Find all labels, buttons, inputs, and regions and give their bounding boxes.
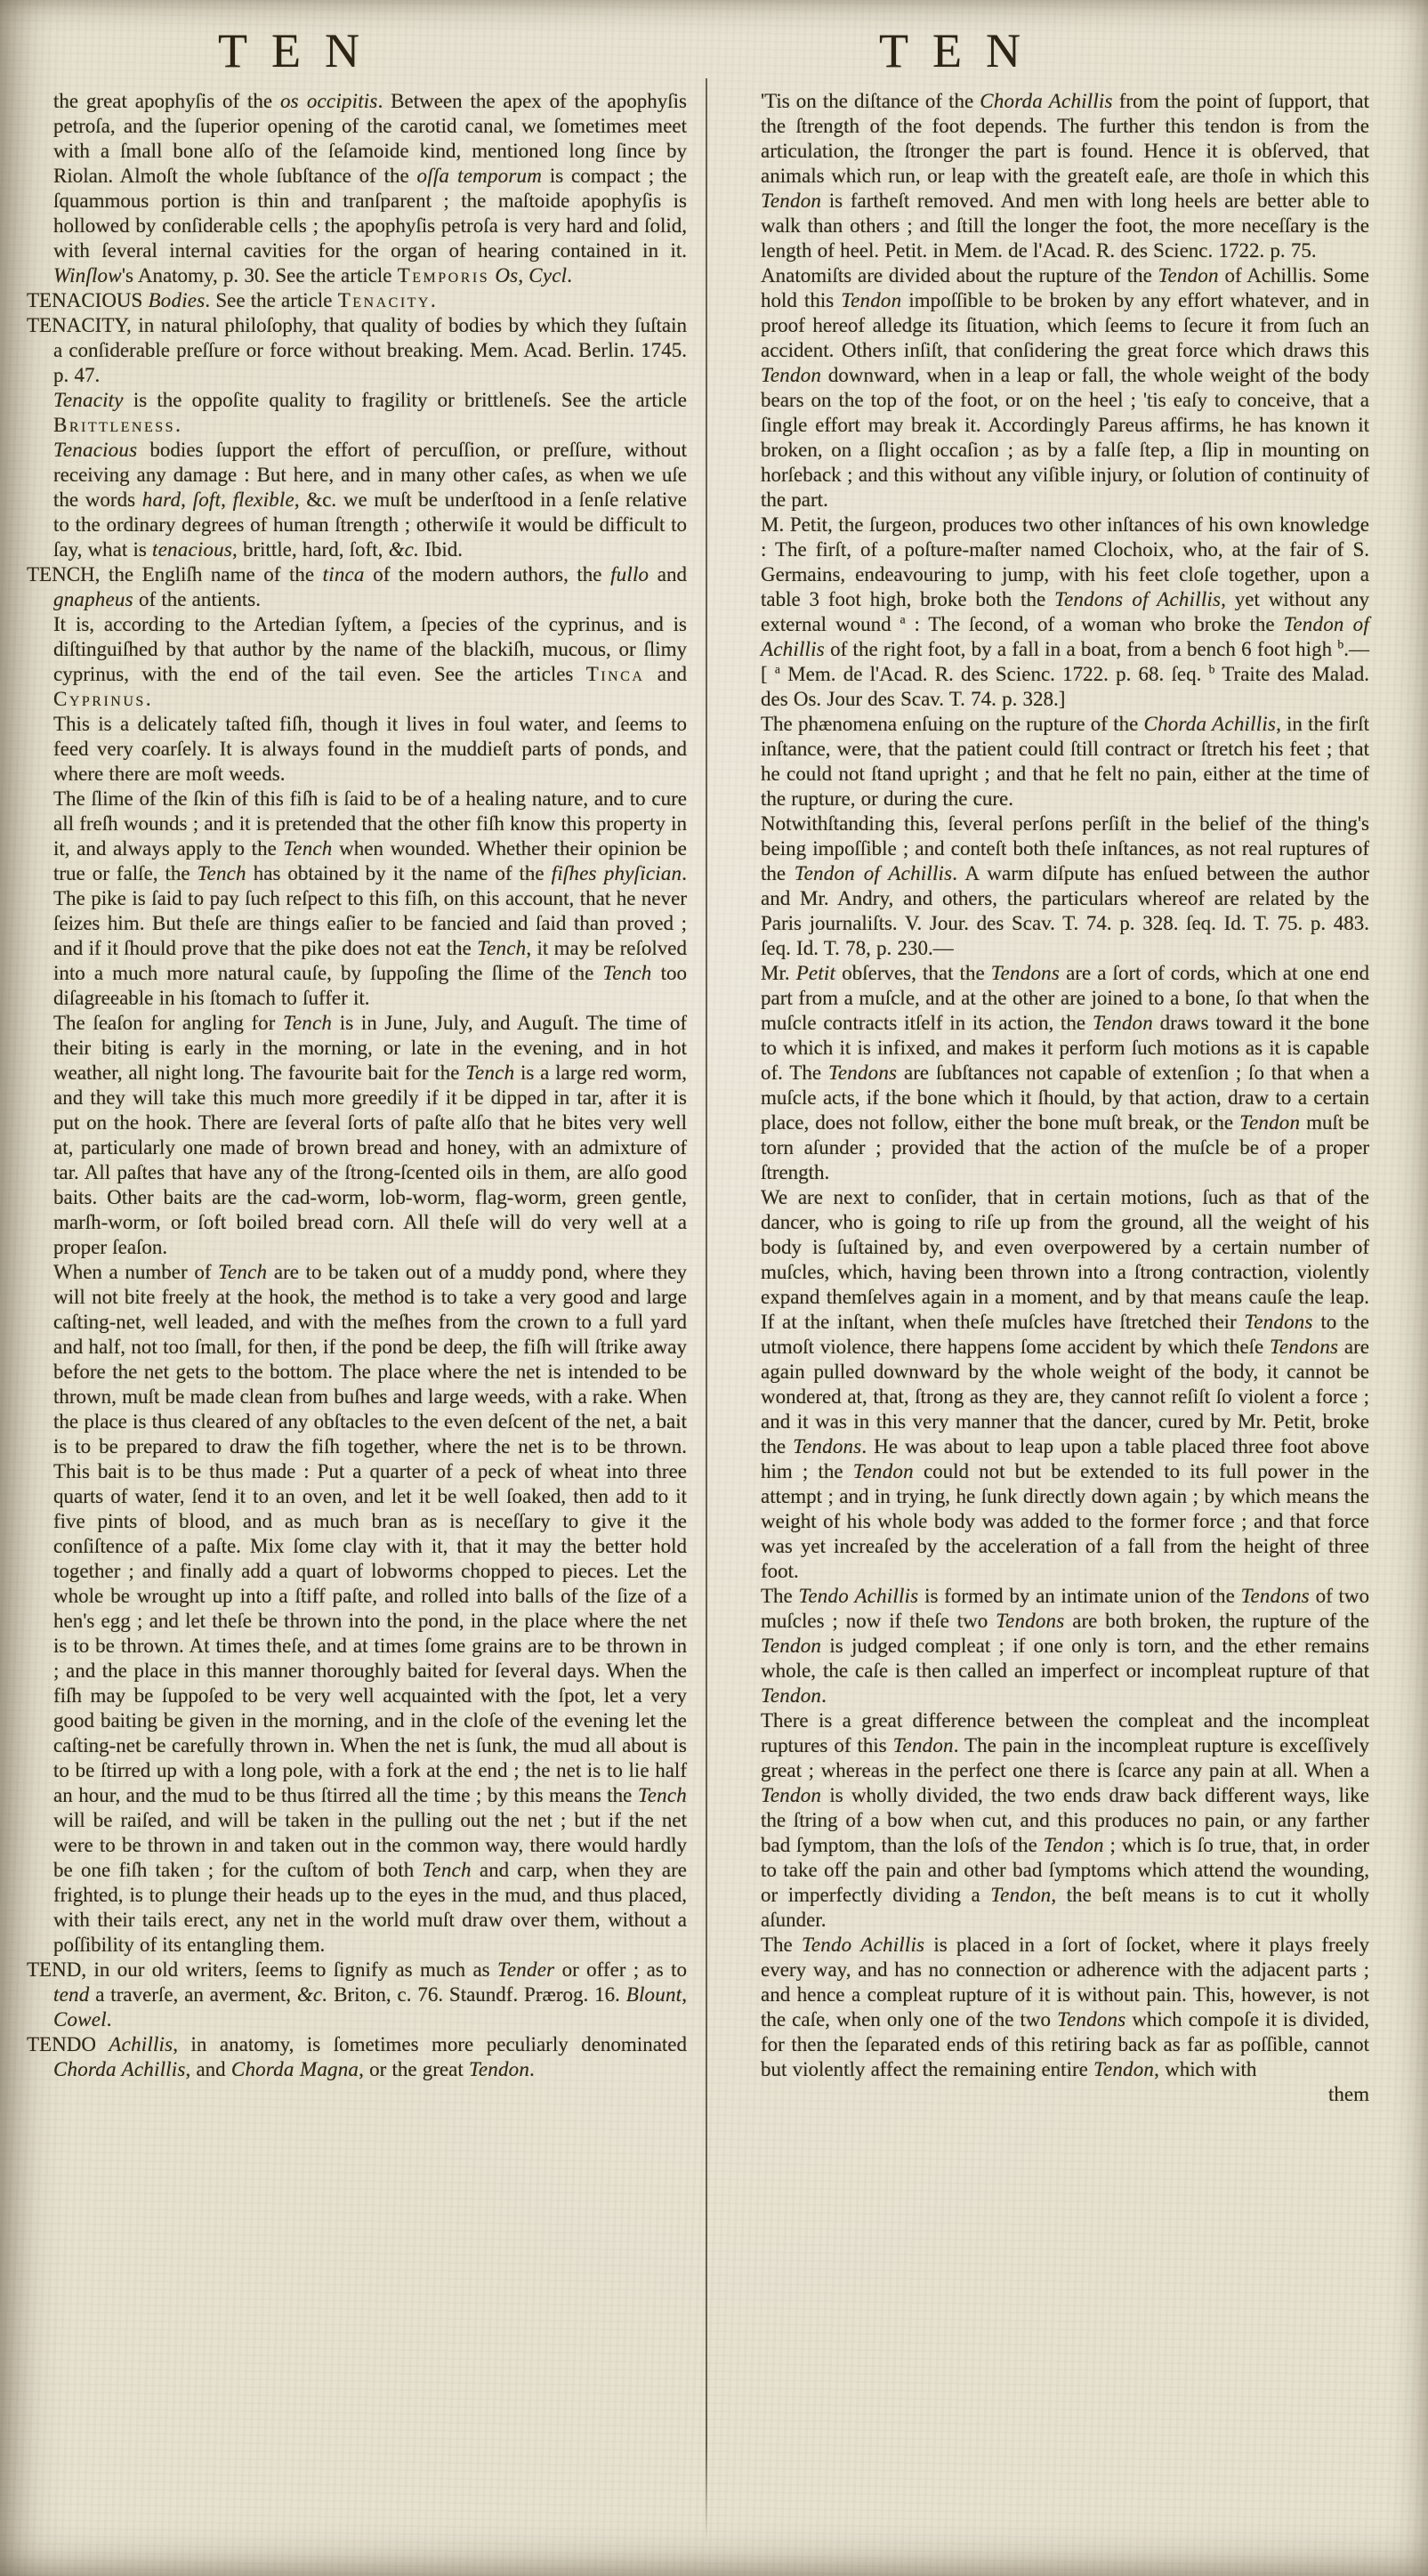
- running-head-left: TEN: [218, 24, 383, 77]
- paragraph: There is a great difference between the compleat and the incompleat ruptures of this Tendon. The pain in the incompleat rupture is exceſſively great ; whereas in the perfect one there is ſcarce any pain at all. When a Tendon is wholly divided, the two ends draw back different ways, like the ſtring of a bow when cut, and this produces no pain, or any farther bad ſymptom, than the loſs of the Tendon ; which is ſo true, that, in order to take off the pain and other bad ſymptoms which attend the wounding, or imperfectly dividing a Tendon, the beſt means is to cut it wholly aſunder.: [761, 1709, 1369, 1931]
- paragraph: Mr. Petit obſerves, that the Tendons are a ſort of cords, which at one end part from a muſcle, and at the other are joined to a bone, ſo that when the muſcle contracts itſelf in its action, the Tendon draws toward it the bone to which it is infixed, and makes it perform ſuch motions as it is capable of. The Tendons are ſubſtances not capable of extenſion ; ſo that when a muſcle acts, if the bone which it ſhould, by that action, draw to a certain place, does not follow, either the bone muſt break, or the Tendon muſt be torn aſunder ; provided that the action of the muſcle be of a proper ſtrength.: [761, 962, 1369, 1183]
- entry-paragraph: TENCH, the Engliſh name of the tinca of the modern authors, the fullo and gnapheus of the antients.: [27, 563, 687, 610]
- paragraph: The ſeaſon for angling for Tench is in June, July, and Auguſt. The time of their biting is early in the morning, or late in the evening, and in hot weather, all night long. The favourite bait for the Tench is a large red worm, and they will take this much more greedily if it be dipped in tar, after it is put on the hook. There are ſeveral ſorts of paſte alſo that he bites very well at, particularly one made of brown bread and honey, with an admixture of tar. All paſtes that have any of the ſtrong-ſcented oils in them, are alſo good baits. Other baits are the cad-worm, lob-worm, flag-worm, green gentle, marſh-worm, or ſoft boiled bread corn. All theſe will do very well at a proper ſeaſon.: [53, 1012, 687, 1258]
- paragraph: This is a delicately taſted fiſh, though it lives in foul water, and ſeems to feed very coarſely. It is always found in the muddieſt parts of ponds, and where there are moſt weeds.: [53, 713, 687, 785]
- left-column: [27, 23, 688, 2082]
- paragraph: The phænomena enſuing on the rupture of the Chorda Achillis, in the firſt inſtance, were, that the patient could ſtill contract or ſtretch his feet ; that he could not ſtand upright ; and that he felt no pain, either at the time of the rupture, or during the cure.: [761, 713, 1369, 810]
- left-column-text: [27, 89, 688, 2082]
- paragraph: 'Tis on the diſtance of the Chorda Achillis from the point of ſupport, that the ſtrength of the foot depends. The further this tendon is from the articulation, the ſtronger the part is found. Hence it is obſerved, that animals which run, or leap with the greateſt eaſe, are thoſe in which this Tendon is fartheſt removed. And men with long heels are better able to walk than others ; and ſtill the longer the foot, the more neceſſary is the length of heel. Petit. in Mem. de l'Acad. R. des Scienc. 1722. p. 75.: [761, 90, 1370, 262]
- paragraph: the great apophyſis of the os occipitis. Between the apex of the apophyſis petroſa, and the ſuperior opening of the carotid canal, we ſometimes meet with a ſmall bone alſo of the ſeſamoide kind, mentioned long ſince by Riolan. Almoſt the whole ſubſtance of the oſſa temporum is compact ; the ſquammous portion is thin and tranſparent ; the maſtoide apophyſis is hollowed by conſiderable cells ; the apophyſis petroſa is very hard and ſolid, with ſeveral internal cavities for the organ of hearing contained in it. Winſlow's Anatomy, p. 30. See the article Temporis Os, Cycl.: [53, 90, 688, 287]
- right-column-text: [761, 89, 1369, 2107]
- right-column: [761, 23, 1369, 2107]
- entry-paragraph: TEND, in our old writers, ſeems to ſignify as much as Tender or offer ; as to tend a traverſe, an averment, &c. Briton, c. 76. Staundf. Prærog. 16. Blount, Cowel.: [27, 1958, 687, 2031]
- paragraph: We are next to conſider, that in certain motions, ſuch as that of the dancer, who is going to riſe up from the ground, all the weight of his body is ſuſtained by, and even overpowered by a certain number of muſcles, which, having been thrown into a ſtrong contraction, violently expand themſelves again in a moment, and by that means cauſe the leap. If at the inſtant, when theſe muſcles have ſtretched their Tendons to the utmoſt violence, there happens ſome accident by which theſe Tendons are again pulled downward by the whole weight of the body, it cannot be wondered at, that, ſtrong as they are, they cannot reſiſt ſo violent a force ; and it was in this very manner that the dancer, cured by Mr. Petit, broke the Tendons. He was about to leap upon a table placed three foot above him ; the Tendon could not but be extended to its full power in the attempt ; and in trying, he ſunk directly down again ; by which means the weight of his whole body was added to the former force ; and that force was yet increaſed by the acceleration of a fall from the height of three foot.: [761, 1186, 1370, 1582]
- paragraph: Tenacious bodies ſupport the effort of percuſſion, or preſſure, without receiving any damage : But here, and in many other caſes, as when we uſe the words hard, ſoft, flexible, &c. we muſt be underſtood in a ſenſe relative to the ordinary degrees of human ſtrength ; otherwiſe it would be difficult to ſay, what is tenacious, brittle, hard, ſoft, &c. Ibid.: [53, 439, 687, 561]
- paragraph: Anatomiſts are divided about the rupture of the Tendon of Achillis. Some hold this Tendon impoſſible to be broken by any effort whatever, and in proof hereof alledge its ſituation, which ſeems to ſecure it from ſuch an accident. Others inſiſt, that conſidering the great force which draws this Tendon downward, when in a leap or fall, the whole weight of the body bears on the top of the foot, or on the heel ; 'tis eaſy to conceive, that a ſingle effort may break it. Accordingly Pareus affirms, he has known it broken, on a ſlight occaſion ; as by a falſe ſtep, a ſlip in mounting on horſeback ; and this without any viſible injury, or ſolution of continuity of the part.: [761, 264, 1369, 511]
- paragraph: Notwithſtanding this, ſeveral perſons perſiſt in the belief of the thing's being impoſſible ; and conteſt both theſe inſtances, as not real ruptures of the Tendon of Achillis. A warm diſpute has enſued between the author and Mr. Andry, and others, the particulars whereof are related by the Paris journaliſts. V. Jour. des Scav. T. 74. p. 328. ſeq. Id. T. 75. p. 483. ſeq. Id. T. 78, p. 230.—: [761, 812, 1369, 959]
- paragraph: The Tendo Achillis is formed by an intimate union of the Tendons of two muſcles ; now if theſe two Tendons are both broken, the rupture of the Tendon is judged compleat ; if one only is torn, and the ether remains whole, the caſe is then called an imperfect or incompleat rupture of that Tendon.: [761, 1585, 1370, 1707]
- paragraph: When a number of Tench are to be taken out of a muddy pond, where they will not bite freely at the hook, the method is to take a very good and large caſting-net, well leaded, and with the meſhes from the crown to a full yard and half, not too ſmall, for then, if the pond be deep, the fiſh will ſtrike away before the net gets to the bottom. The place where the net is intended to be thrown, muſt be made clean from buſhes and large weeds, with a rake. When the place is thus cleared of any obſtacles to the even deſcent of the net, a bait is to be prepared to draw the fiſh together, where the net is to be thrown. This bait is to be thus made : Put a quarter of a peck of wheat into three quarts of water, ſend it to an oven, and let it be well ſoaked, then add to it five pints of blood, and as much bran as is neceſſary to give it the conſiſtence of a paſte. Mix ſome clay with it, that it may the better hold together ; and finally add a quart of lobworms chopped to pieces. Let the whole be wrought up into a ſtiff paſte, and rolled into balls of the ſize of a hen's egg ; and let theſe be thrown into the pond, in the place where the net is to be thrown. At times theſe, and at times ſome grains are to be thrown in ; and the place in this manner thoroughly baited for ſeveral days. When the fiſh may be ſuppoſed to be very well acquainted with the ſpot, let a very good baiting be given in the morning, and in the cloſe of the evening let the caſting-net be carefully thrown in. When the net is ſunk, the mud all about is to be ſtirred up with a long pole, with a fork at the end ; the net is to lie half an hour, and the mud to be thus ſtirred all the time ; by this means the Tench will be raiſed, and will be taken in the pulling out the net ; but if the net were to be thrown in and taken out in the common way, there would hardly be one fiſh taken ; for the cuſtom of both Tench and carp, when they are frighted, is to plunge their heads up to the eyes in the mud, and thus placed, with their tails erect, any net in the world muſt draw over them, without a poſſibility of its entangling them.: [53, 1261, 688, 1956]
- paragraph: Tenacity is the oppoſite quality to fragility or brittleneſs. See the article Brittleness.: [53, 389, 687, 436]
- paragraph: It is, according to the Artedian ſyſtem, a ſpecies of the cyprinus, and is diſtinguiſhed by that author by the name of the blackiſh, mucous, or ſlimy cyprinus, with the end of the tail even. See the articles Tinca and Cyprinus.: [53, 613, 688, 710]
- paragraph: The ſlime of the ſkin of this fiſh is ſaid to be of a healing nature, and to cure all freſh wounds ; and it is pretended that the other fiſh know this property in it, and always apply to the Tench when wounded. Whether their opinion be true or falſe, the Tench has obtained by it the name of the fiſhes phyſician. The pike is ſaid to pay ſuch reſpect to this fiſh, on this account, that he never ſeizes him. But theſe are things eaſier to be fancied and ſaid than proved ; and if it ſhould prove that the pike does not eat the Tench, it may be reſolved into a much more natural cauſe, by ſuppoſing the ſlime of the Tench too diſagreeable in his ſtomach to ſuffer it.: [53, 787, 687, 1009]
- paragraph: M. Petit, the ſurgeon, produces two other inſtances of his own knowledge : The firſt, of a poſture-maſter named Clochoix, who, at the fair of S. Germains, endeavouring to jump, with his feet cloſe together, upon a table 3 foot high, broke both the Tendons of Achillis, yet without any external wound $^a$ : The ſecond, of a woman who broke the Tendon of Achillis of the right foot, by a fall in a boat, from a bench 6 foot high $^b$.—[ $^a$ Mem. de l'Acad. R. des Scienc. 1722. p. 68. ſeq. $^b$ Traite des Malad. des Os. Jour des Scav. T. 74. p. 328.]: [761, 513, 1369, 710]
- column-divider: [706, 78, 707, 2543]
- entry-paragraph: TENACIOUS Bodies. See the article Tenacity.: [27, 289, 436, 311]
- catchword: them: [1328, 2083, 1369, 2105]
- paragraph: The Tendo Achillis is placed in a ſort of ſocket, where it plays freely every way, and has no connection or adherence with the adjacent parts ; and hence a compleat rupture of it is without pain. This, however, is not the caſe, when only one of the two Tendons which compoſe it is divided, for then the ſeparated ends of this retiring back as far as poſſible, cannot but violently affect the remaining entire Tendon, which with: [761, 1934, 1370, 2080]
- running-head-right: TEN: [879, 24, 1045, 77]
- entry-paragraph: TENDO Achillis, in anatomy, is ſometimes more peculiarly denominated Chorda Achillis, and Chorda Magna, or the great Tendon.: [27, 2033, 687, 2080]
- entry-paragraph: TENACITY, in natural philoſophy, that quality of bodies by which they ſuſtain a conſiderable preſſure or force without breaking. Mem. Acad. Berlin. 1745. p. 47.: [27, 314, 687, 386]
